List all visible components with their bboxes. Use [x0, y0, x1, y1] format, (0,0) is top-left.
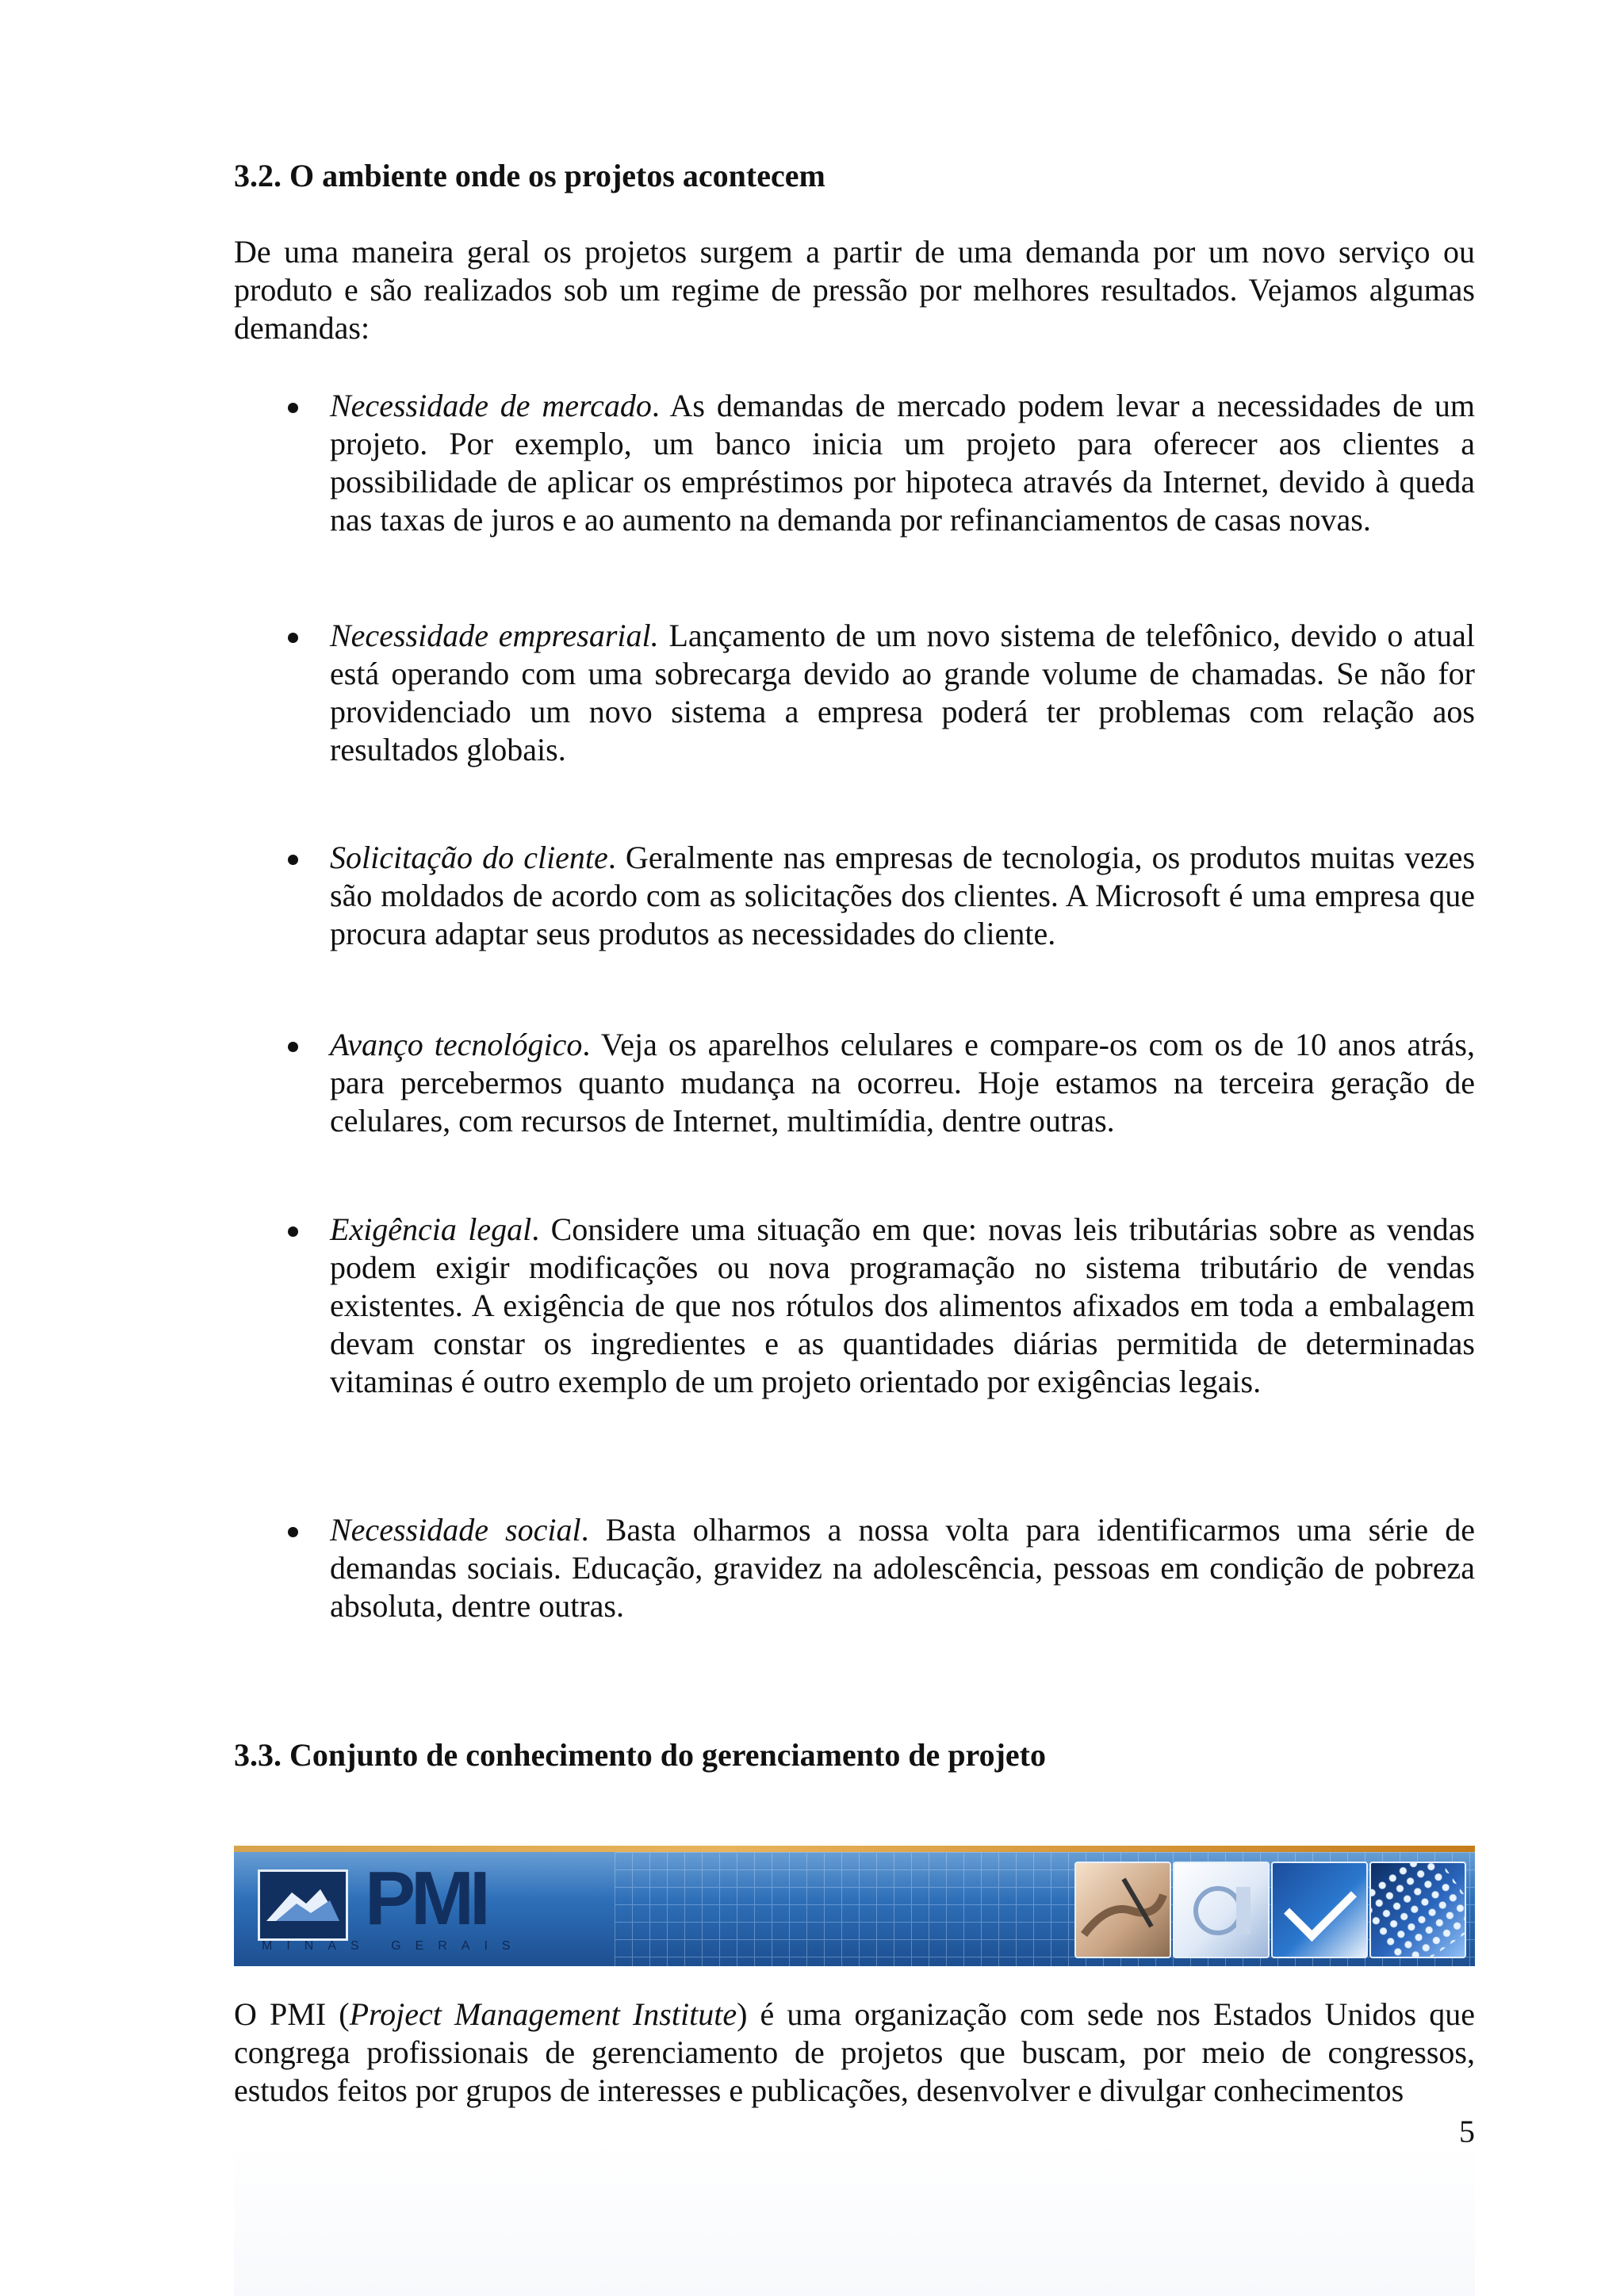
section-heading-3-2: 3.2. O ambiente onde os projetos acontecem [234, 158, 825, 193]
item-text: Lançamento de um novo sistema de telefônico, devido o atual está operando com uma sobrecarga devido ao grande volume de chamadas. Se não for providenciado um novo sistema a empresa poderá ter problemas com relação aos resultados globais. [330, 618, 1475, 767]
pmi-logo-subtitle: MINAS GERAIS [262, 1939, 525, 1953]
item-text: . Basta olharmos a nossa volta para identificarmos uma série de demandas sociais. Educação, gravidez na adolescência, pessoas em condição de pobreza absoluta, dentre outras. [330, 1512, 1475, 1624]
item-title: Exigência legal [330, 1211, 532, 1247]
list-item [234, 839, 1475, 953]
banner-accent-line [234, 1846, 1475, 1852]
bullet-icon [288, 855, 298, 865]
bullet-icon [288, 403, 298, 413]
item-title: Necessidade empresarial. [330, 618, 659, 653]
bullet-icon [288, 1042, 298, 1052]
document-photo [1173, 1862, 1270, 1958]
item-text: . Geralmente nas empresas de tecnologia, os produtos muitas vezes são moldados de acordo com as solicitações dos clientes. A Microsoft é uma empresa que procura adaptar seus produtos as necessidades do cliente. [330, 840, 1476, 951]
page-number: 5 [1459, 2114, 1475, 2149]
bullet-icon [288, 1527, 298, 1537]
item-text: . Veja os aparelhos celulares e compare-os com os de 10 anos atrás, para percebermos quanto mudança na ocorreu. Hoje estamos na terceira geração de celulares, com recursos de Internet, multimídia, dentre outras. [330, 1027, 1475, 1138]
pmi-paragraph [234, 1996, 1475, 2110]
bullet-icon [288, 1226, 298, 1237]
item-title: Solicitação do cliente [330, 840, 608, 875]
pmi-paragraph-prefix: O PMI ( [234, 1996, 350, 2032]
pmi-logo-text: PMI [365, 1856, 486, 1941]
check-mark-icon [1271, 1862, 1368, 1958]
bullet-icon [288, 633, 298, 643]
pmi-banner [234, 1846, 1475, 1966]
page-bottom-shade [234, 2141, 1475, 2296]
list-item [234, 1026, 1475, 1140]
item-text: . Considere uma situação em que: novas leis tributárias sobre as vendas podem exigir modificações ou nova programação no sistema tributário de vendas existentes. A exigência de que nos rótulos dos alimentos afixados em toda a embalagem devam constar os ingredientes e as quantidades diárias permitida de determinadas vitaminas é outro exemplo de um projeto orientado por exigências legais. [330, 1211, 1475, 1399]
pmi-paragraph-italic: Project Management Institute [349, 1996, 737, 2032]
list-item [234, 1211, 1475, 1401]
network-photo [1369, 1862, 1466, 1958]
intro-paragraph: De uma maneira geral os projetos surgem a partir de uma demanda por um novo serviço ou produto e são realizados sob um regime de pressão por melhores resultados. Vejamos algumas demandas: [234, 234, 1475, 346]
list-item [234, 1511, 1475, 1625]
item-title: Avanço tecnológico [330, 1027, 583, 1062]
list-item [234, 387, 1475, 539]
list-item [234, 617, 1475, 769]
pmi-paragraph-rest: ) é uma organização com sede nos Estados Unidos que congrega profissionais de gerenciamento de projetos que buscam, por meio de congressos, estudos feitos por grupos de interesses e publicações, desenvolver e divulgar conhecimentos [234, 1996, 1476, 2108]
item-title: Necessidade social [330, 1512, 581, 1548]
pmi-logo-icon [258, 1869, 348, 1941]
item-text: . As demandas de mercado podem levar a necessidades de um projeto. Por exemplo, um banco inicia um projeto para oferecer aos clientes a possibilidade de aplicar os empréstimos por hipoteca através da Internet, devido à queda nas taxas de juros e ao aumento na demanda por refinanciamentos de casas novas. [330, 388, 1475, 538]
hand-writing-photo [1074, 1862, 1171, 1958]
item-title: Necessidade de mercado [330, 388, 652, 423]
section-heading-3-3: 3.3. Conjunto de conhecimento do gerenciamento de projeto [234, 1737, 1046, 1773]
